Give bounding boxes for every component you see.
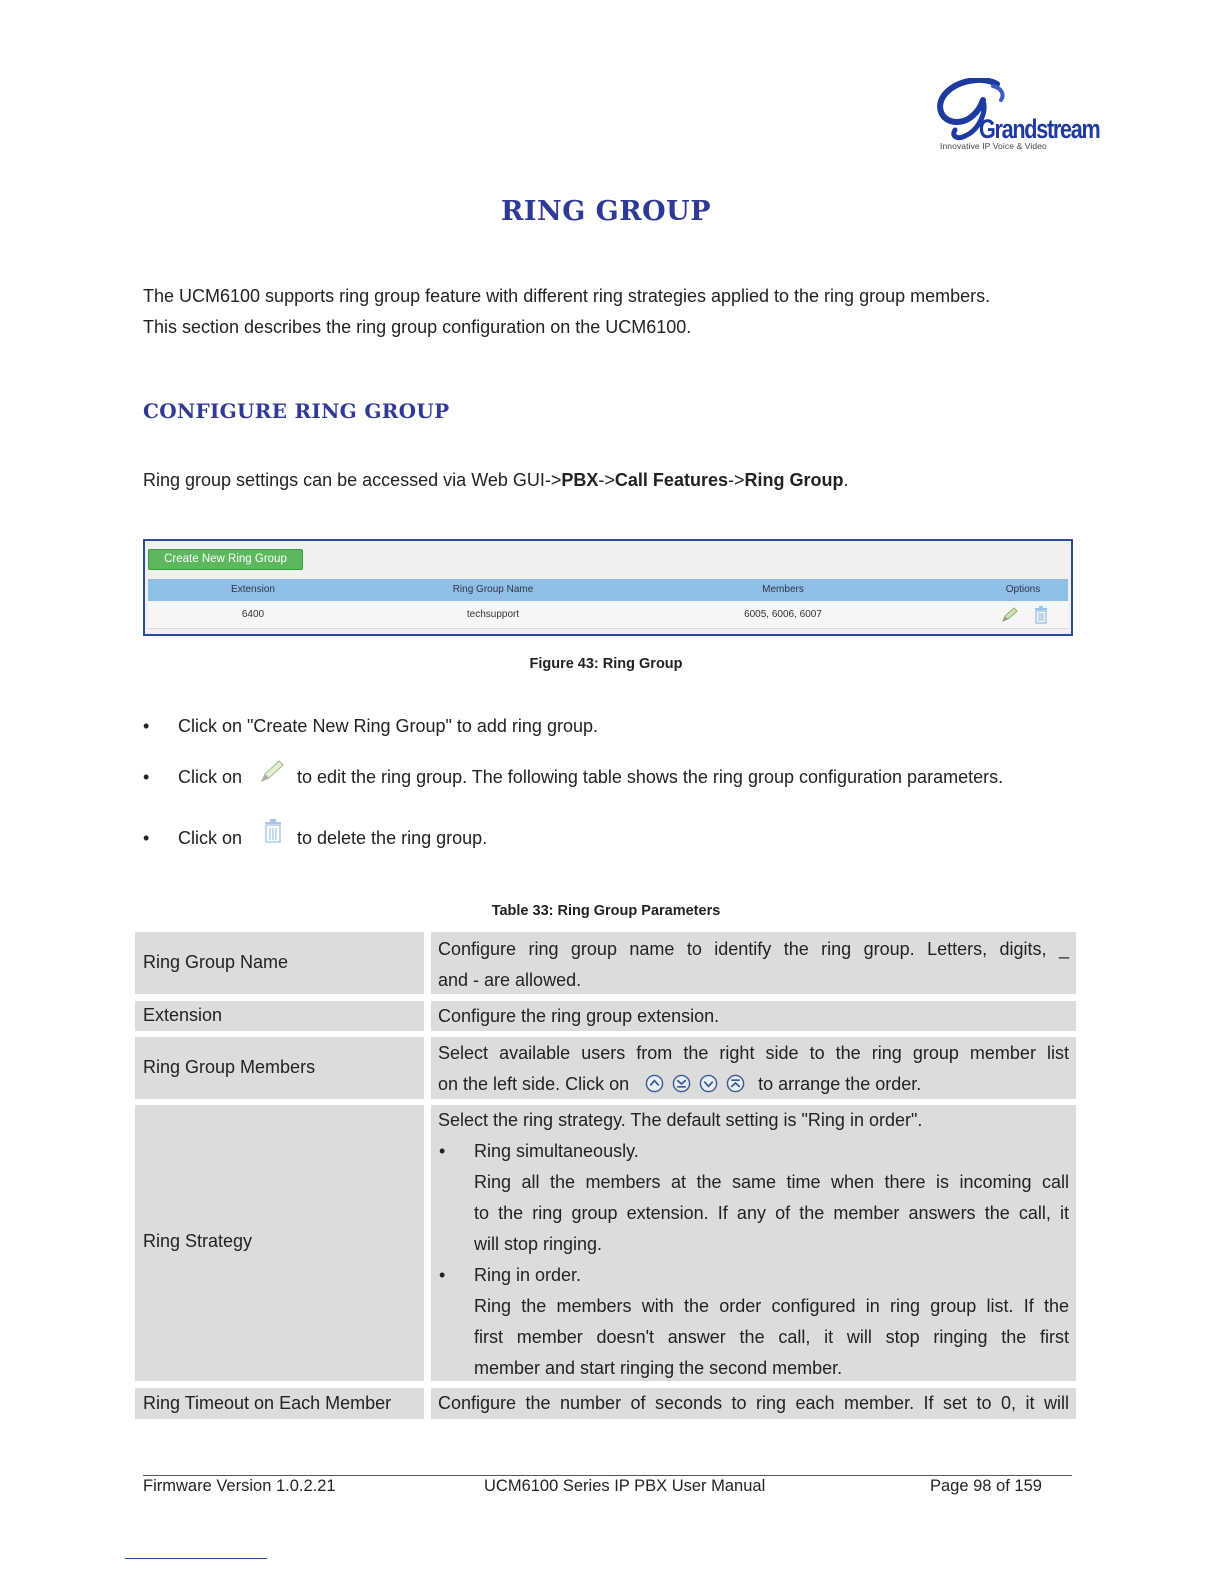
bullet-delete-pre: Click on [178,828,243,848]
members-arrange-text: to arrange the order. [758,1074,922,1094]
access-path-paragraph [143,465,1083,496]
ring-group-table-row [148,602,1068,629]
param-desc-line: Configure the ring group extension. [438,1006,720,1026]
footer-page-number: Page 98 of 159 [930,1477,1042,1495]
footer-firmware-version: Firmware Version 1.0.2.21 [143,1477,336,1495]
page-title: RING GROUP [500,196,712,227]
logo-brand-text: Grandstream [979,114,1100,144]
strategy-option-desc: to the ring group extension. If any of the member answers the call, it [474,1203,1069,1223]
header-options: Options [1005,584,1041,595]
param-name-ring-strategy [135,1105,424,1381]
bullet-delete: • Click on to delete the ring group. [143,828,1083,852]
strategy-option-simultaneous: Ring simultaneously. [474,1141,639,1161]
access-sep-1: -> [598,470,615,490]
strategy-option-desc: first member doesn't answer the call, it will stop ringing the first [474,1327,1069,1347]
param-desc-line: Select available users from the right side to the ring group member list [438,1043,1069,1063]
footer-manual-title: UCM6100 Series IP PBX User Manual [484,1477,766,1495]
param-desc-ring-strategy: Select the ring strategy. The default setting is "Ring in order". • Ring simultaneously. Ring all the members at the same time when there is incoming call to the ring group extension. If any of the member answers the call, it will stop ringing. • Ring in order. Ring the members with the order configured in ring group list. If the first member doesn't answer the call, it will stop ringing the first member and start ringing the second member. [431,1105,1076,1381]
header-ring-group-name: Ring Group Name [452,584,534,595]
access-pbx: PBX [561,470,599,490]
strategy-option-desc: will stop ringing. [474,1234,603,1254]
param-desc-ring-group-members [431,1037,1076,1099]
edit-pencil-icon [259,759,285,785]
access-prefix: Ring group settings can be accessed via Web GUI-> [143,470,562,490]
param-name-ring-group-members [135,1037,424,1099]
strategy-option-desc: Ring all the members at the same time when there is incoming call [474,1172,1069,1192]
section-heading: CONFIGURE RING GROUP [143,399,450,423]
bullet-create: • Click on "Create New Ring Group" to add ring group. [143,716,598,736]
move-bottom-icon [672,1074,691,1093]
param-name-ring-group-name [135,932,424,994]
move-top-icon [726,1074,745,1093]
header-extension: Extension [231,584,275,595]
figure-caption: Figure 43: Ring Group [529,656,683,672]
grandstream-logo [935,78,1100,156]
bullet-edit: • Click on to edit the ring group. The following table shows the ring group configuration parameters. [143,767,1083,791]
bullet-delete-post: to delete the ring group. [297,828,488,848]
move-up-icon [645,1074,664,1093]
param-name-text: Extension [143,1005,223,1025]
bullet-edit-pre: Click on [178,767,243,787]
param-desc-extension [431,1001,1076,1031]
bullet-create-text: Click on "Create New Ring Group" to add ring group. [178,716,598,736]
param-desc-line: Configure ring group name to identify the ring group. Letters, digits, _ [438,939,1069,959]
param-desc-line: and - are allowed. [438,970,582,990]
access-suffix: . [843,470,849,490]
cell-extension: 6400 [241,609,265,620]
members-click-on-text: on the left side. Click on [438,1074,630,1094]
cell-ring-group-name: techsupport [466,609,520,620]
header-members: Members [762,584,804,595]
create-new-ring-group-button[interactable]: Create New Ring Group [148,549,303,570]
strategy-intro: Select the ring strategy. The default setting is "Ring in order". [438,1110,923,1130]
param-name-text: Ring Timeout on Each Member [143,1393,392,1413]
access-call-features: Call Features [614,470,728,490]
footer-divider [143,1475,1072,1476]
cell-members: 6005, 6006, 6007 [744,609,822,620]
move-down-icon [699,1074,718,1093]
delete-trash-icon[interactable] [1033,606,1049,624]
param-name-text: Ring Group Name [143,952,289,972]
page-link-underline [125,1558,267,1559]
param-name-extension [135,1001,424,1031]
delete-trash-icon [263,819,283,843]
strategy-option-in-order: Ring in order. [474,1265,582,1285]
param-desc-line-with-icons [438,1069,1069,1100]
intro-line-1: The UCM6100 supports ring group feature with different ring strategies applied to the ring group members. [143,286,991,306]
bullet-edit-post: to edit the ring group. The following table shows the ring group configuration parameters. [297,767,1004,787]
access-ring-group: Ring Group [744,470,844,490]
logo-tagline: Innovative IP Voice & Video [940,141,1047,151]
intro-line-2: This section describes the ring group configuration on the UCM6100. [143,317,692,337]
param-name-text: Ring Group Members [143,1057,316,1077]
access-sep-2: -> [727,470,745,490]
intro-paragraph [143,281,1083,343]
ring-group-table-header [148,579,1068,601]
table-caption: Table 33: Ring Group Parameters [491,903,721,919]
ring-group-screenshot [143,539,1073,636]
param-desc-ring-group-name [431,932,1076,994]
param-desc-line: Configure the number of seconds to ring each member. If set to 0, it will [438,1393,1069,1413]
edit-pencil-icon[interactable] [1001,607,1019,623]
param-name-ring-timeout [135,1388,424,1419]
param-desc-ring-timeout [431,1388,1076,1419]
param-name-text: Ring Strategy [143,1231,253,1251]
strategy-option-desc: Ring the members with the order configured in ring group list. If the [474,1296,1069,1316]
strategy-option-desc: member and start ringing the second member. [474,1358,843,1378]
